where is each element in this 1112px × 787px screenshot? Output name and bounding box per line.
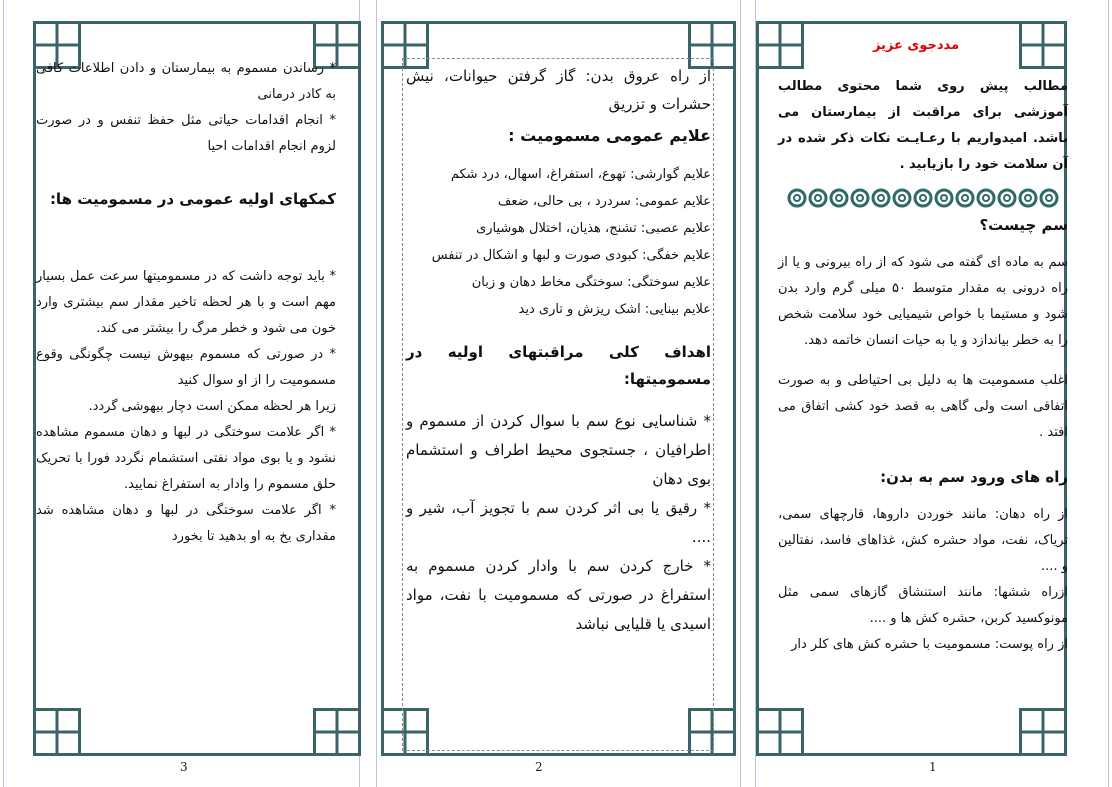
list-item: از راه پوست: مسمومیت با حشره کش های کلر دار bbox=[791, 637, 1068, 652]
list-item: علایم خفگی: کبودی صورت و لبها و اشکال در تنفس bbox=[431, 248, 711, 263]
knot-ornament-icon bbox=[1018, 188, 1038, 208]
section-heading-first-aid: کمکهای اولیه عمومی در مسمومیت ها: bbox=[49, 190, 336, 208]
list-item: ازراه ششها: مانند استنشاق گازهای سمی مثل مونوکسید کربن، حشره کش ها و .... bbox=[778, 585, 1068, 626]
list-item: علایم گوارشی: تهوع، استفراغ، اسهال، درد شکم bbox=[450, 167, 711, 182]
list-item: * باید توجه داشت که در مسمومیتها سرعت عمل بسیار مهم است و با هر لحظه تاخیر مقدار سم بیشتری وارد خون می شود و خطر مرگ را بیشتر می کند. bbox=[36, 269, 336, 336]
intro-text: مطالب پیش روی شما محتوی مطالب آموزشی برای مراقبت از بیمارستان می باشد. امیدواریم با رعـایـت نکات ذکر شده در آن سلامت خود را بازیابید . bbox=[778, 79, 1068, 172]
list-item: علایم سوختگی: سوختگی مخاط دهان و زبان bbox=[471, 275, 711, 290]
list-item: * در صورتی که مسموم بیهوش نیست چگونگی وقوع مسمومیت را از او سوال کنید bbox=[36, 347, 336, 388]
section-heading-goals: اهداف کلی مراقبتهای اولیه در مسمومیتها: bbox=[406, 343, 711, 388]
corner-ornament-icon bbox=[756, 708, 804, 756]
corner-ornament-icon bbox=[33, 708, 81, 756]
knot-ornament-icon bbox=[829, 188, 849, 208]
poison-cases: اغلب مسمومیت ها به دلیل بی احتیاطی و به صورت اتفاقی است ولی گاهی به قصد خود کشی اتفاق می افتد . bbox=[778, 373, 1068, 440]
list-item: علایم عصبی: تشنج، هذیان، اختلال هوشیاری bbox=[476, 221, 711, 236]
poison-definition: سم به ماده ای گفته می شود که از راه بیرونی و یا از راه درونی به مقدار متوسط ۵۰ میلی گرم وارد بدن شود و مستیما با خواص شیمیایی خود سلامت شخص را به خطر بیاندازد و یا به حیات انسان خاتمه دهد. bbox=[778, 255, 1068, 348]
section-heading-poison: سم چیست؟ bbox=[979, 216, 1068, 234]
list-item: * رساندن مسموم به بیمارستان و دادن اطلاعات کافی به کادر درمانی bbox=[36, 61, 336, 102]
list-item: زیرا هر لحظه ممکن است دچار بیهوشی گردد. bbox=[88, 399, 336, 414]
section-heading-routes: راه های ورود سم به بدن: bbox=[880, 468, 1068, 486]
list-item: علایم بینایی: اشک ریزش و تاری دید bbox=[518, 302, 711, 317]
corner-ornament-icon bbox=[1019, 21, 1067, 69]
list-item: * خارج کردن سم با وادار کردن مسموم به استفراغ در صورتی که مسمومیت با نفت، مواد اسیدی یا قلیایی نباشد bbox=[406, 557, 711, 633]
knot-ornament-icon bbox=[808, 188, 828, 208]
page-number: 1 bbox=[929, 760, 937, 774]
page-2 bbox=[376, 0, 741, 787]
list-item: علایم عمومی: سردرد ، بی حالی، ضعف bbox=[497, 194, 711, 209]
knot-ornament-icon bbox=[1039, 188, 1059, 208]
list-item: * شناسایی نوع سم با سوال کردن از مسموم و اطرافیان ، جستجوی محیط اطراف و استشمام بوی دهان bbox=[406, 412, 711, 488]
knot-ornament-icon bbox=[913, 188, 933, 208]
corner-ornament-icon bbox=[756, 21, 804, 69]
section-heading-symptoms: علایم عمومی مسمومیت : bbox=[508, 126, 711, 145]
knot-ornament-icon bbox=[955, 188, 975, 208]
knot-ornament-icon bbox=[934, 188, 954, 208]
page-3-content bbox=[36, 56, 336, 550]
page-number: 2 bbox=[535, 760, 543, 774]
page-3 bbox=[3, 0, 360, 787]
corner-ornament-icon bbox=[1019, 708, 1067, 756]
page-1-content bbox=[778, 74, 1068, 658]
knot-ornament-icon bbox=[787, 188, 807, 208]
knot-ornament-icon bbox=[976, 188, 996, 208]
knot-ornament-icon bbox=[850, 188, 870, 208]
greeting-title: مددجوی عزیز bbox=[872, 38, 960, 53]
list-item: * انجام اقدامات حیاتی مثل حفظ تنفس و در صورت لزوم انجام اقدامات احیا bbox=[36, 113, 336, 154]
list-item: * اگر علامت سوختگی در لبها و دهان مشاهده شد مقداری یخ به او بدهید تا بخورد bbox=[36, 503, 336, 544]
decorative-divider bbox=[778, 188, 1068, 210]
page-1 bbox=[755, 0, 1109, 787]
knot-ornament-icon bbox=[892, 188, 912, 208]
page-number: 3 bbox=[180, 760, 188, 774]
page-2-content bbox=[406, 62, 711, 639]
list-item: * اگر علامت سوختگی در لبها و دهان مسموم مشاهده نشود و یا بوی مواد نفتی استشمام نگردد فورا با تحریک حلق مسموم را وادار به استفراغ نمایید. bbox=[36, 425, 336, 492]
knot-ornament-icon bbox=[997, 188, 1017, 208]
knot-ornament-icon bbox=[871, 188, 891, 208]
route-veins: از راه عروق بدن: گاز گرفتن حیوانات، نیش حشرات و تزریق bbox=[406, 67, 711, 113]
list-item: از راه دهان: مانند خوردن داروها، قارچهای سمی، تریاک، نفت، مواد حشره کش، غذاهای فاسد، نفتالین و .... bbox=[778, 507, 1068, 574]
list-item: * رقیق یا بی اثر کردن سم با تجویز آب، شیر و .... bbox=[406, 499, 711, 546]
corner-ornament-icon bbox=[313, 708, 361, 756]
